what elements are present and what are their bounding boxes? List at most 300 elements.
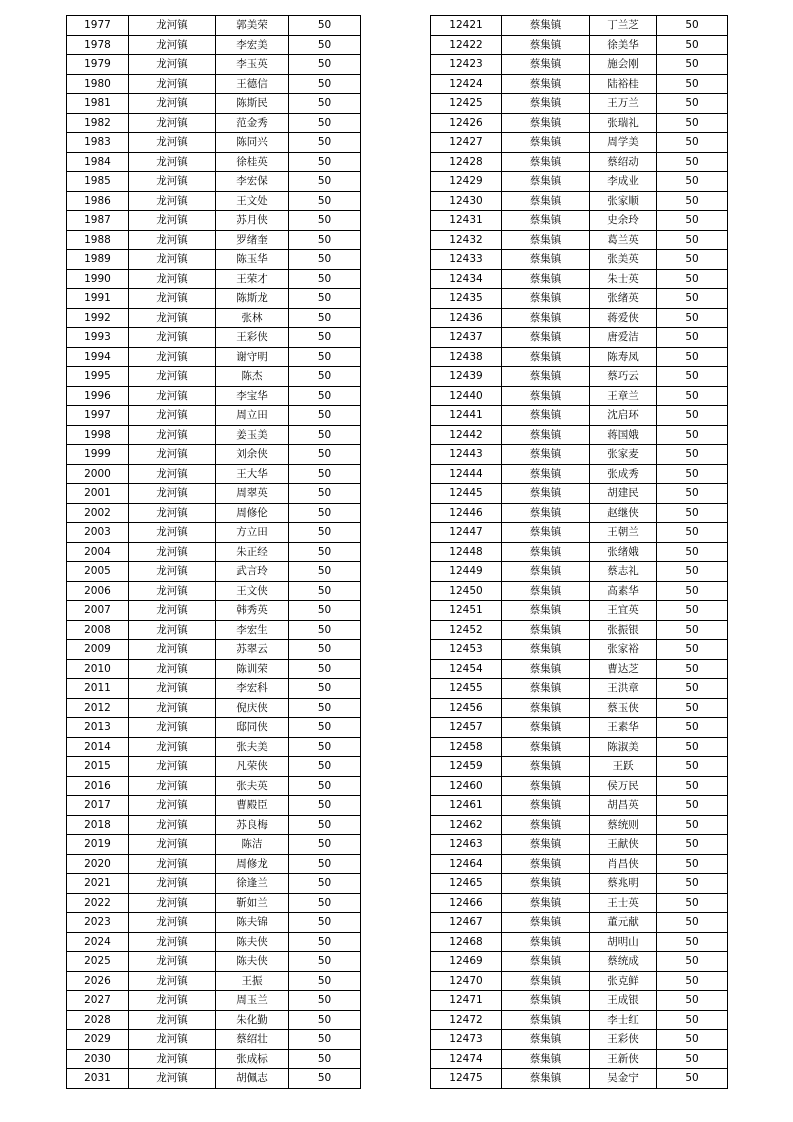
town-cell: 龙河镇 — [129, 94, 216, 114]
left-roster-table — [66, 15, 361, 1089]
amount-cell: 50 — [289, 464, 361, 484]
amount-cell: 50 — [289, 757, 361, 777]
name-cell: 蔡统成 — [590, 952, 657, 972]
right-roster-table — [430, 15, 728, 1089]
name-cell: 唐爱洁 — [590, 328, 657, 348]
serial-number-cell: 12446 — [431, 503, 502, 523]
name-cell: 苏月侠 — [216, 211, 289, 231]
table-row — [431, 893, 728, 913]
amount-cell: 50 — [657, 659, 728, 679]
amount-cell: 50 — [289, 698, 361, 718]
amount-cell: 50 — [657, 250, 728, 270]
town-cell: 蔡集镇 — [502, 35, 590, 55]
table-row — [431, 133, 728, 153]
table-row — [431, 718, 728, 738]
town-cell: 蔡集镇 — [502, 445, 590, 465]
serial-number-cell: 2008 — [67, 620, 129, 640]
name-cell: 张成标 — [216, 1049, 289, 1069]
serial-number-cell: 12461 — [431, 796, 502, 816]
table-row — [67, 1049, 361, 1069]
amount-cell: 50 — [657, 991, 728, 1011]
amount-cell: 50 — [289, 854, 361, 874]
serial-number-cell: 12432 — [431, 230, 502, 250]
table-row — [67, 659, 361, 679]
serial-number-cell: 1977 — [67, 16, 129, 36]
town-cell: 蔡集镇 — [502, 16, 590, 36]
town-cell: 龙河镇 — [129, 776, 216, 796]
town-cell: 蔡集镇 — [502, 133, 590, 153]
name-cell: 姜玉美 — [216, 425, 289, 445]
town-cell: 蔡集镇 — [502, 386, 590, 406]
table-row — [431, 35, 728, 55]
table-row — [67, 854, 361, 874]
amount-cell: 50 — [657, 1030, 728, 1050]
table-row — [431, 250, 728, 270]
name-cell: 王万兰 — [590, 94, 657, 114]
town-cell: 龙河镇 — [129, 250, 216, 270]
amount-cell: 50 — [657, 269, 728, 289]
amount-cell: 50 — [289, 991, 361, 1011]
name-cell: 张家顺 — [590, 191, 657, 211]
table-row — [67, 698, 361, 718]
town-cell: 龙河镇 — [129, 737, 216, 757]
table-row — [67, 172, 361, 192]
serial-number-cell: 2021 — [67, 874, 129, 894]
amount-cell: 50 — [289, 347, 361, 367]
serial-number-cell: 2005 — [67, 562, 129, 582]
town-cell: 蔡集镇 — [502, 113, 590, 133]
amount-cell: 50 — [657, 425, 728, 445]
town-cell: 蔡集镇 — [502, 1010, 590, 1030]
table-row — [431, 1030, 728, 1050]
amount-cell: 50 — [289, 1030, 361, 1050]
serial-number-cell: 1978 — [67, 35, 129, 55]
name-cell: 李宝华 — [216, 386, 289, 406]
name-cell: 陈斯民 — [216, 94, 289, 114]
town-cell: 蔡集镇 — [502, 835, 590, 855]
amount-cell: 50 — [657, 698, 728, 718]
serial-number-cell: 12459 — [431, 757, 502, 777]
amount-cell: 50 — [657, 640, 728, 660]
left-table-body — [67, 16, 361, 1089]
table-row — [67, 620, 361, 640]
town-cell: 蔡集镇 — [502, 698, 590, 718]
amount-cell: 50 — [289, 250, 361, 270]
name-cell: 陈玉华 — [216, 250, 289, 270]
name-cell: 徐桂英 — [216, 152, 289, 172]
amount-cell: 50 — [289, 367, 361, 387]
name-cell: 陆裕桂 — [590, 74, 657, 94]
serial-number-cell: 1984 — [67, 152, 129, 172]
serial-number-cell: 12441 — [431, 406, 502, 426]
table-row — [67, 1069, 361, 1089]
table-row — [431, 503, 728, 523]
amount-cell: 50 — [657, 718, 728, 738]
amount-cell: 50 — [657, 835, 728, 855]
town-cell: 蔡集镇 — [502, 55, 590, 75]
amount-cell: 50 — [289, 55, 361, 75]
table-row — [431, 932, 728, 952]
amount-cell: 50 — [657, 347, 728, 367]
name-cell: 周玉兰 — [216, 991, 289, 1011]
name-cell: 沈启环 — [590, 406, 657, 426]
table-row — [431, 328, 728, 348]
table-row — [431, 776, 728, 796]
town-cell: 龙河镇 — [129, 1030, 216, 1050]
name-cell: 王德信 — [216, 74, 289, 94]
name-cell: 张绪娥 — [590, 542, 657, 562]
amount-cell: 50 — [657, 211, 728, 231]
serial-number-cell: 12428 — [431, 152, 502, 172]
name-cell: 陈斯龙 — [216, 289, 289, 309]
amount-cell: 50 — [289, 796, 361, 816]
town-cell: 龙河镇 — [129, 854, 216, 874]
table-row — [431, 913, 728, 933]
amount-cell: 50 — [289, 932, 361, 952]
serial-number-cell: 2023 — [67, 913, 129, 933]
amount-cell: 50 — [289, 152, 361, 172]
name-cell: 周学美 — [590, 133, 657, 153]
table-row — [67, 1030, 361, 1050]
serial-number-cell: 12437 — [431, 328, 502, 348]
amount-cell: 50 — [657, 55, 728, 75]
serial-number-cell: 1979 — [67, 55, 129, 75]
amount-cell: 50 — [289, 952, 361, 972]
town-cell: 龙河镇 — [129, 913, 216, 933]
name-cell: 王新侠 — [590, 1049, 657, 1069]
name-cell: 王素华 — [590, 718, 657, 738]
serial-number-cell: 1995 — [67, 367, 129, 387]
serial-number-cell: 12434 — [431, 269, 502, 289]
name-cell: 徐逢兰 — [216, 874, 289, 894]
name-cell: 周修伦 — [216, 503, 289, 523]
name-cell: 周修龙 — [216, 854, 289, 874]
serial-number-cell: 1988 — [67, 230, 129, 250]
table-row — [431, 562, 728, 582]
amount-cell: 50 — [289, 601, 361, 621]
town-cell: 蔡集镇 — [502, 464, 590, 484]
name-cell: 陈夫侠 — [216, 952, 289, 972]
town-cell: 蔡集镇 — [502, 308, 590, 328]
town-cell: 蔡集镇 — [502, 347, 590, 367]
table-row — [431, 971, 728, 991]
serial-number-cell: 12450 — [431, 581, 502, 601]
serial-number-cell: 2004 — [67, 542, 129, 562]
name-cell: 李玉英 — [216, 55, 289, 75]
name-cell: 李宏保 — [216, 172, 289, 192]
amount-cell: 50 — [657, 854, 728, 874]
table-row — [431, 425, 728, 445]
name-cell: 蔡玉侠 — [590, 698, 657, 718]
town-cell: 蔡集镇 — [502, 913, 590, 933]
amount-cell: 50 — [657, 35, 728, 55]
serial-number-cell: 1987 — [67, 211, 129, 231]
amount-cell: 50 — [289, 94, 361, 114]
table-row — [67, 1010, 361, 1030]
name-cell: 李成业 — [590, 172, 657, 192]
amount-cell: 50 — [657, 874, 728, 894]
amount-cell: 50 — [289, 542, 361, 562]
town-cell: 龙河镇 — [129, 35, 216, 55]
amount-cell: 50 — [289, 289, 361, 309]
serial-number-cell: 2016 — [67, 776, 129, 796]
town-cell: 龙河镇 — [129, 952, 216, 972]
serial-number-cell: 12438 — [431, 347, 502, 367]
town-cell: 龙河镇 — [129, 211, 216, 231]
table-row — [67, 94, 361, 114]
name-cell: 王宜英 — [590, 601, 657, 621]
name-cell: 周翠英 — [216, 484, 289, 504]
table-row — [67, 289, 361, 309]
serial-number-cell: 2020 — [67, 854, 129, 874]
amount-cell: 50 — [289, 776, 361, 796]
name-cell: 王洪章 — [590, 679, 657, 699]
table-row — [431, 74, 728, 94]
serial-number-cell: 12454 — [431, 659, 502, 679]
name-cell: 陈同兴 — [216, 133, 289, 153]
serial-number-cell: 2010 — [67, 659, 129, 679]
table-row — [431, 620, 728, 640]
serial-number-cell: 12453 — [431, 640, 502, 660]
name-cell: 胡建民 — [590, 484, 657, 504]
table-row — [431, 679, 728, 699]
town-cell: 龙河镇 — [129, 815, 216, 835]
amount-cell: 50 — [657, 328, 728, 348]
table-row — [67, 796, 361, 816]
serial-number-cell: 2006 — [67, 581, 129, 601]
table-row — [67, 737, 361, 757]
table-row — [431, 835, 728, 855]
name-cell: 董元献 — [590, 913, 657, 933]
table-row — [431, 1069, 728, 1089]
town-cell: 蔡集镇 — [502, 952, 590, 972]
town-cell: 蔡集镇 — [502, 425, 590, 445]
amount-cell: 50 — [289, 874, 361, 894]
town-cell: 龙河镇 — [129, 874, 216, 894]
amount-cell: 50 — [657, 913, 728, 933]
serial-number-cell: 12443 — [431, 445, 502, 465]
serial-number-cell: 2028 — [67, 1010, 129, 1030]
table-row — [431, 211, 728, 231]
town-cell: 龙河镇 — [129, 308, 216, 328]
amount-cell: 50 — [289, 815, 361, 835]
serial-number-cell: 2011 — [67, 679, 129, 699]
town-cell: 龙河镇 — [129, 16, 216, 36]
table-row — [431, 581, 728, 601]
name-cell: 邸同侠 — [216, 718, 289, 738]
town-cell: 龙河镇 — [129, 503, 216, 523]
amount-cell: 50 — [657, 1010, 728, 1030]
table-row — [67, 757, 361, 777]
table-row — [67, 932, 361, 952]
serial-number-cell: 12447 — [431, 523, 502, 543]
serial-number-cell: 12430 — [431, 191, 502, 211]
table-row — [431, 815, 728, 835]
name-cell: 谢守明 — [216, 347, 289, 367]
name-cell: 蒋国娥 — [590, 425, 657, 445]
town-cell: 蔡集镇 — [502, 484, 590, 504]
amount-cell: 50 — [657, 581, 728, 601]
serial-number-cell: 2031 — [67, 1069, 129, 1089]
table-row — [431, 737, 728, 757]
town-cell: 龙河镇 — [129, 1049, 216, 1069]
table-row — [431, 542, 728, 562]
town-cell: 蔡集镇 — [502, 679, 590, 699]
serial-number-cell: 12435 — [431, 289, 502, 309]
table-row — [67, 133, 361, 153]
table-row — [431, 757, 728, 777]
amount-cell: 50 — [657, 679, 728, 699]
serial-number-cell: 1980 — [67, 74, 129, 94]
town-cell: 龙河镇 — [129, 328, 216, 348]
name-cell: 苏良梅 — [216, 815, 289, 835]
table-row — [431, 191, 728, 211]
town-cell: 蔡集镇 — [502, 1030, 590, 1050]
amount-cell: 50 — [657, 113, 728, 133]
serial-number-cell: 12424 — [431, 74, 502, 94]
amount-cell: 50 — [289, 308, 361, 328]
table-row — [67, 16, 361, 36]
serial-number-cell: 12425 — [431, 94, 502, 114]
name-cell: 蔡兆明 — [590, 874, 657, 894]
name-cell: 王跃 — [590, 757, 657, 777]
amount-cell: 50 — [289, 1049, 361, 1069]
name-cell: 陈寿凤 — [590, 347, 657, 367]
serial-number-cell: 12455 — [431, 679, 502, 699]
table-row — [67, 113, 361, 133]
town-cell: 蔡集镇 — [502, 191, 590, 211]
town-cell: 蔡集镇 — [502, 1049, 590, 1069]
town-cell: 龙河镇 — [129, 55, 216, 75]
name-cell: 王成银 — [590, 991, 657, 1011]
name-cell: 王彩侠 — [590, 1030, 657, 1050]
town-cell: 蔡集镇 — [502, 620, 590, 640]
table-row — [67, 406, 361, 426]
table-row — [431, 152, 728, 172]
town-cell: 龙河镇 — [129, 425, 216, 445]
amount-cell: 50 — [657, 191, 728, 211]
table-row — [67, 367, 361, 387]
table-row — [67, 679, 361, 699]
serial-number-cell: 12436 — [431, 308, 502, 328]
amount-cell: 50 — [657, 16, 728, 36]
serial-number-cell: 2025 — [67, 952, 129, 972]
amount-cell: 50 — [289, 406, 361, 426]
table-row — [67, 386, 361, 406]
serial-number-cell: 1996 — [67, 386, 129, 406]
serial-number-cell: 12470 — [431, 971, 502, 991]
name-cell: 陈夫锦 — [216, 913, 289, 933]
name-cell: 王文处 — [216, 191, 289, 211]
table-row — [431, 874, 728, 894]
serial-number-cell: 2002 — [67, 503, 129, 523]
table-row — [431, 269, 728, 289]
name-cell: 王文侠 — [216, 581, 289, 601]
serial-number-cell: 2026 — [67, 971, 129, 991]
amount-cell: 50 — [289, 269, 361, 289]
serial-number-cell: 12457 — [431, 718, 502, 738]
amount-cell: 50 — [657, 503, 728, 523]
table-row — [67, 718, 361, 738]
serial-number-cell: 2001 — [67, 484, 129, 504]
amount-cell: 50 — [289, 640, 361, 660]
amount-cell: 50 — [289, 581, 361, 601]
name-cell: 王彩侠 — [216, 328, 289, 348]
amount-cell: 50 — [289, 211, 361, 231]
amount-cell: 50 — [657, 952, 728, 972]
amount-cell: 50 — [657, 172, 728, 192]
serial-number-cell: 2017 — [67, 796, 129, 816]
amount-cell: 50 — [289, 328, 361, 348]
serial-number-cell: 1997 — [67, 406, 129, 426]
name-cell: 蔡志礼 — [590, 562, 657, 582]
town-cell: 龙河镇 — [129, 718, 216, 738]
town-cell: 蔡集镇 — [502, 718, 590, 738]
town-cell: 龙河镇 — [129, 542, 216, 562]
table-row — [67, 347, 361, 367]
amount-cell: 50 — [289, 679, 361, 699]
serial-number-cell: 12423 — [431, 55, 502, 75]
name-cell: 曹殿臣 — [216, 796, 289, 816]
name-cell: 武言玲 — [216, 562, 289, 582]
table-row — [431, 230, 728, 250]
amount-cell: 50 — [657, 133, 728, 153]
serial-number-cell: 12464 — [431, 854, 502, 874]
amount-cell: 50 — [289, 971, 361, 991]
amount-cell: 50 — [657, 562, 728, 582]
amount-cell: 50 — [657, 308, 728, 328]
name-cell: 蔡绍壮 — [216, 1030, 289, 1050]
amount-cell: 50 — [289, 191, 361, 211]
table-row — [67, 464, 361, 484]
amount-cell: 50 — [289, 172, 361, 192]
town-cell: 蔡集镇 — [502, 776, 590, 796]
amount-cell: 50 — [657, 737, 728, 757]
table-row — [67, 230, 361, 250]
table-row — [431, 55, 728, 75]
table-row — [67, 484, 361, 504]
amount-cell: 50 — [657, 367, 728, 387]
amount-cell: 50 — [657, 152, 728, 172]
serial-number-cell: 12466 — [431, 893, 502, 913]
serial-number-cell: 2018 — [67, 815, 129, 835]
table-row — [67, 581, 361, 601]
table-row — [431, 854, 728, 874]
serial-number-cell: 12426 — [431, 113, 502, 133]
amount-cell: 50 — [289, 1010, 361, 1030]
amount-cell: 50 — [289, 425, 361, 445]
town-cell: 龙河镇 — [129, 1010, 216, 1030]
table-row — [67, 191, 361, 211]
name-cell: 王振 — [216, 971, 289, 991]
serial-number-cell: 12469 — [431, 952, 502, 972]
town-cell: 龙河镇 — [129, 113, 216, 133]
amount-cell: 50 — [289, 620, 361, 640]
name-cell: 张夫英 — [216, 776, 289, 796]
town-cell: 蔡集镇 — [502, 523, 590, 543]
table-row — [431, 386, 728, 406]
amount-cell: 50 — [657, 230, 728, 250]
serial-number-cell: 2000 — [67, 464, 129, 484]
serial-number-cell: 12427 — [431, 133, 502, 153]
name-cell: 张林 — [216, 308, 289, 328]
serial-number-cell: 12463 — [431, 835, 502, 855]
serial-number-cell: 12421 — [431, 16, 502, 36]
serial-number-cell: 12444 — [431, 464, 502, 484]
name-cell: 张美英 — [590, 250, 657, 270]
town-cell: 蔡集镇 — [502, 250, 590, 270]
table-row — [67, 971, 361, 991]
